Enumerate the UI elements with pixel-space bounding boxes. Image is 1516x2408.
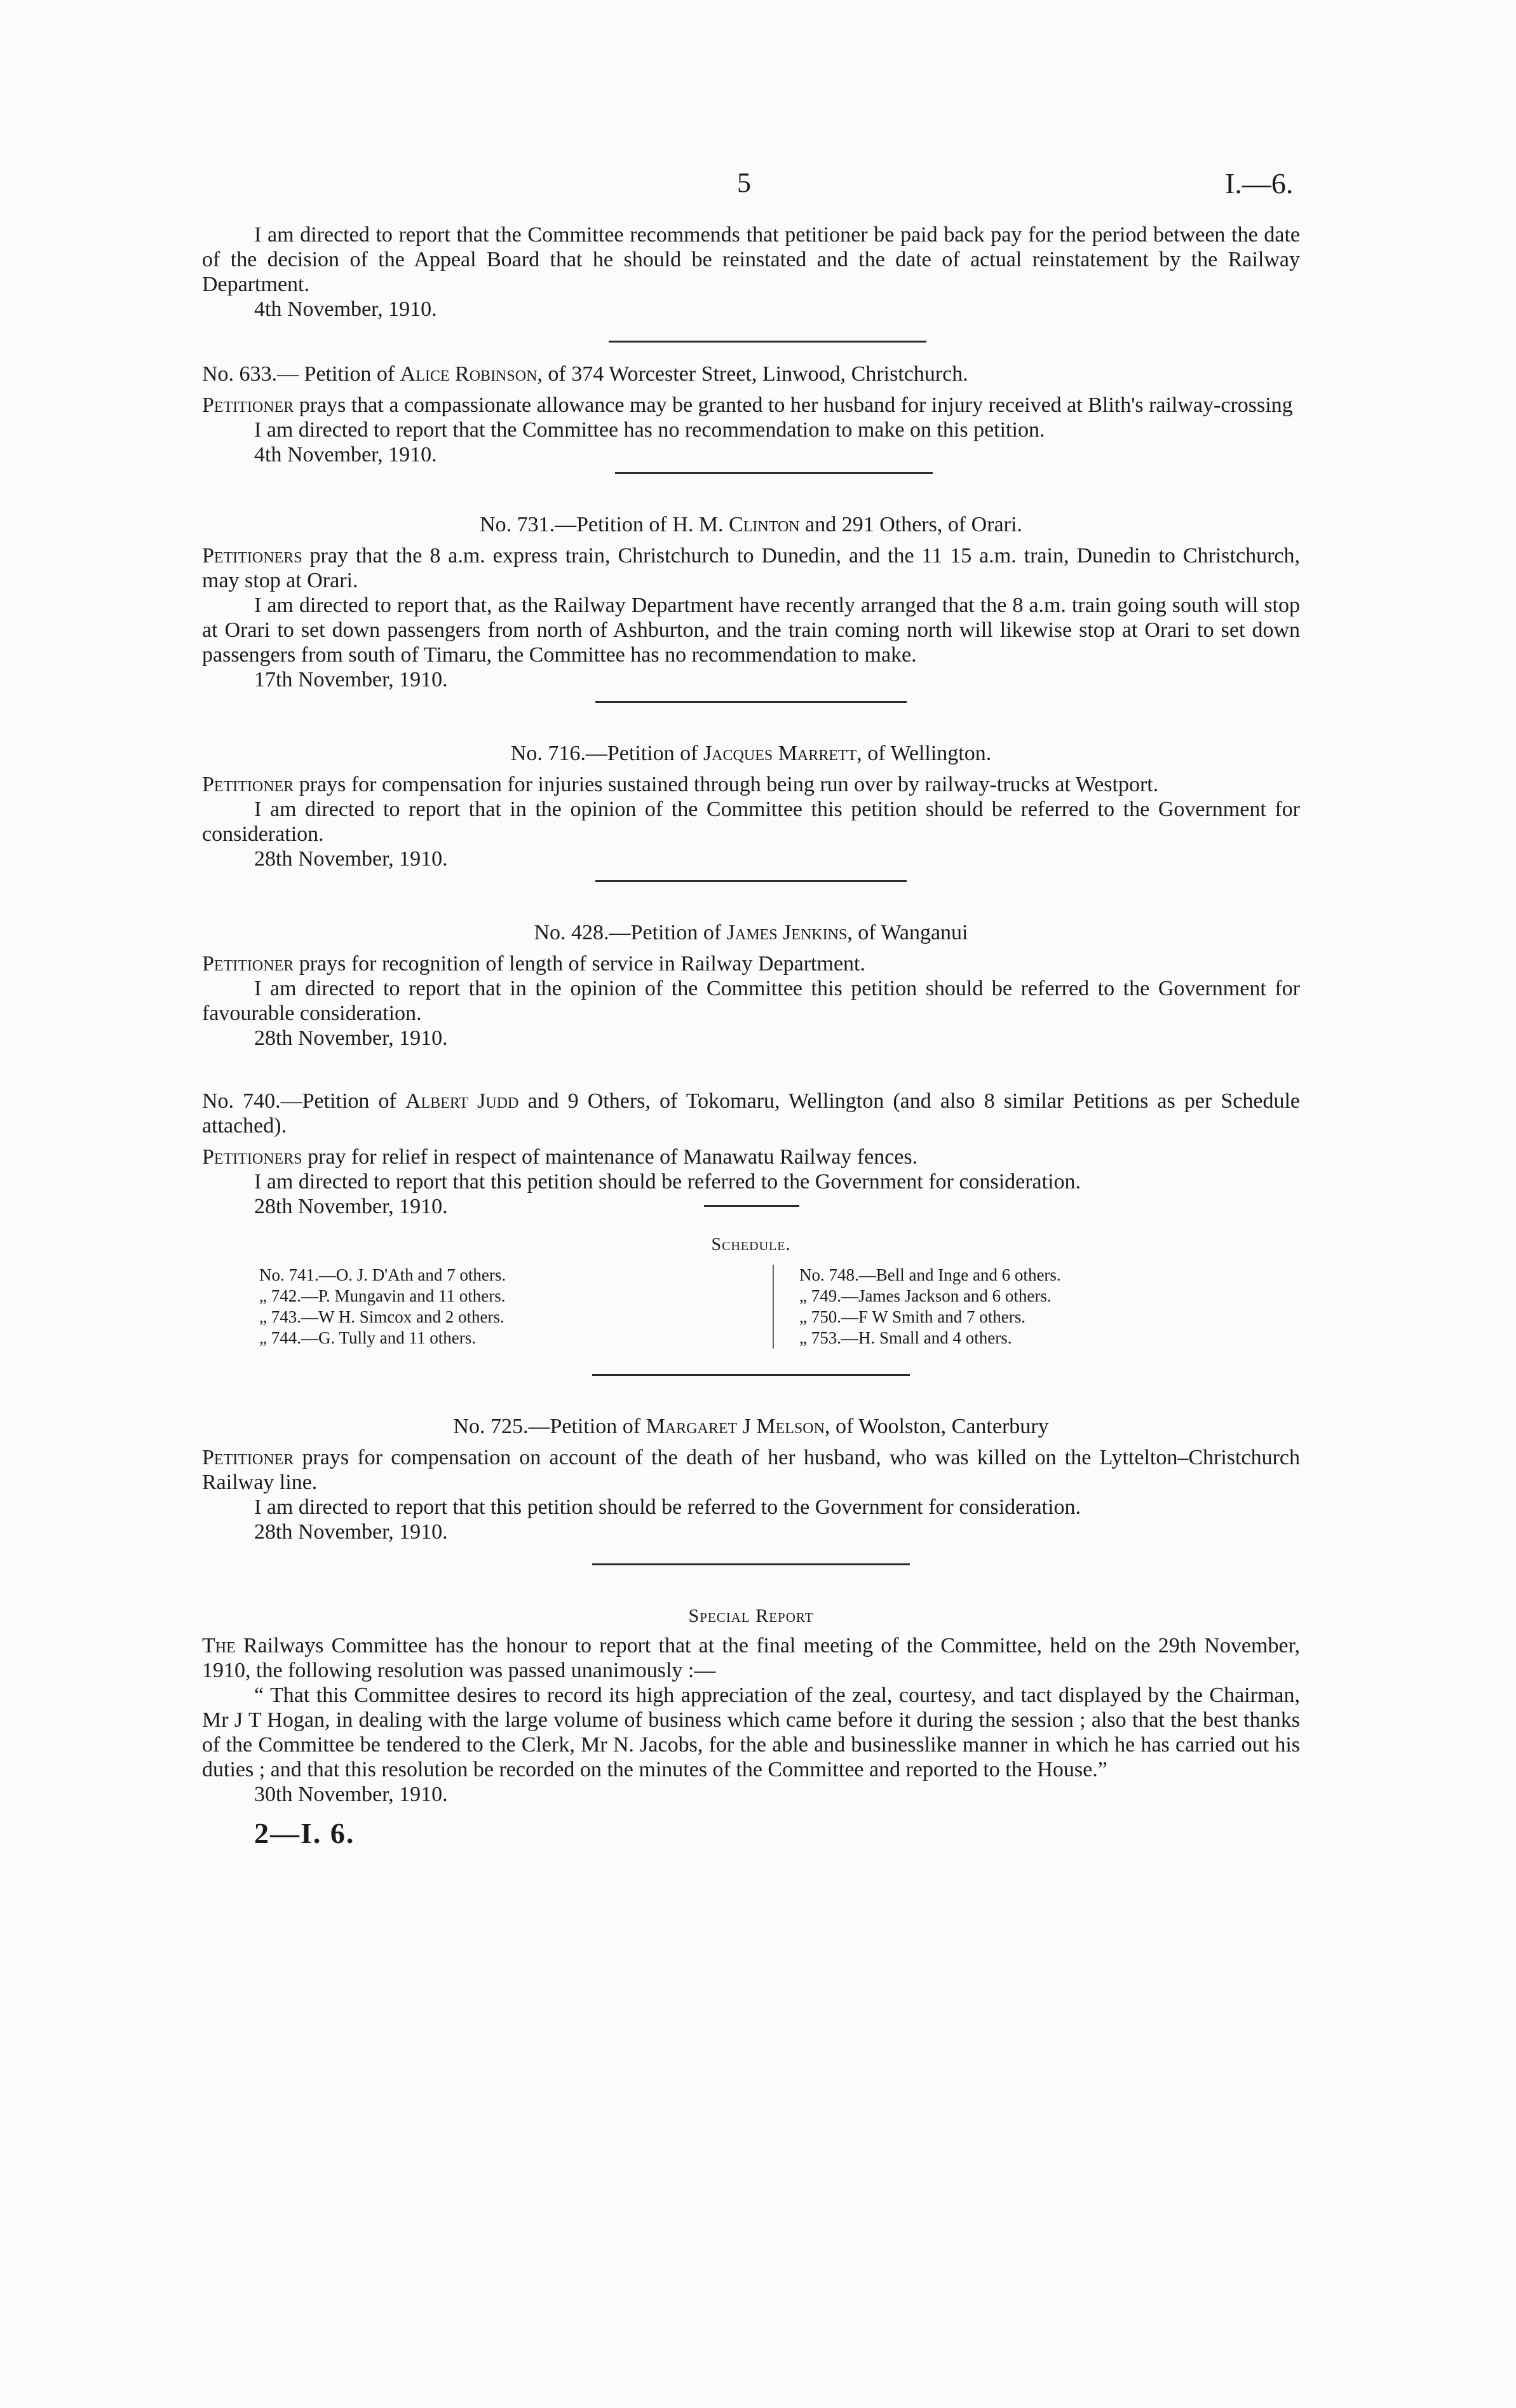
petition-prayer: Petitioner prays that a compassionate allowance may be granted to her husband for injury received at Blith's railway-crossing — [202, 393, 1293, 417]
petition-title: No. 725.—Petition of Margaret J Melson, of Woolston, Canterbury — [453, 1415, 1049, 1438]
petition-prayer: Petitioner prays for recognition of length of service in Railway Department. — [202, 952, 865, 976]
document-signature-ref: 2—I. 6. — [254, 1817, 355, 1849]
petition-date: 28th November, 1910. — [254, 1026, 448, 1050]
petition-title: No. 633.— Petition of Alice Robinson, of 374 Worcester Street, Linwood, Christchurch. — [202, 362, 968, 386]
page-number: 5 — [737, 167, 751, 198]
petitioner-name: Margaret J Melson, — [646, 1415, 830, 1438]
intro-report: I am directed to report that the Committee recommends that petitioner be paid back pay for the period between the date of the decision of the Appeal Board that he should be reinstated and the date of actual reinstatement by the Railway Department. — [202, 223, 1300, 296]
petition-date: 4th November, 1910. — [254, 443, 437, 466]
petition-title: No. 716.—Petition of Jacques Marrett, of Wellington. — [510, 742, 992, 765]
petition-prayer: Petitioner prays for compensation on account of the death of her husband, who was killed on the Lyttelton–Christchurch Railway line. — [202, 1446, 1300, 1494]
petition-725 — [202, 1414, 1300, 1544]
special-report-title: Special Report — [688, 1605, 814, 1626]
petition-report: I am directed to report that in the opinion of the Committee this petition should be referred to the Government for favourable consideration. — [202, 977, 1300, 1025]
special-report-intro: The Railways Committee has the honour to report that at the final meeting of the Committee, held on the 29th November, 1910, the following resolution was passed unanimously :— — [202, 1634, 1300, 1682]
schedule-entry: „ 742.—P. Mungavin and 11 others. — [259, 1286, 506, 1305]
petitioner-name: Jacques Marrett, — [703, 742, 862, 765]
petitioner-name: Albert Judd — [405, 1089, 519, 1113]
schedule-left-column — [202, 1265, 760, 1349]
petition-report: I am directed to report that this petition should be referred to the Government for consideration. — [254, 1170, 1081, 1194]
petition-report: I am directed to report that, as the Railway Department have recently arranged that the 8 a.m. train going south will stop at Orari to set down passengers from north of Ashburton, and the train coming north will likewise stop at Orari to set down passengers from south of Timaru, the Committee has no recommendation to make. — [202, 594, 1300, 667]
petition-title: No. 740.—Petition of Albert Judd and 9 Others, of Tokomaru, Wellington (and also 8 similar Petitions as per Schedule attached). — [202, 1089, 1300, 1138]
petition-740 — [202, 1089, 1300, 1219]
petition-date: 28th November, 1910. — [254, 1195, 448, 1218]
page-content — [202, 222, 1300, 1849]
schedule-table — [202, 1265, 1300, 1349]
schedule-entry: „ 744.—G. Tully and 11 others. — [259, 1328, 477, 1347]
petition-prayer: Petitioners pray for relief in respect of maintenance of Manawatu Railway fences. — [202, 1145, 918, 1169]
petition-731 — [202, 512, 1300, 692]
special-report — [202, 1603, 1300, 1807]
petition-date: 28th November, 1910. — [254, 1520, 448, 1544]
schedule-entry: „ 743.—W H. Simcox and 2 others. — [259, 1307, 504, 1326]
petition-date: 17th November, 1910. — [254, 668, 448, 691]
petition-prayer: Petitioner prays for compensation for injuries sustained through being run over by railway-trucks at Westport. — [202, 773, 1159, 796]
divider — [704, 1205, 799, 1207]
petition-prayer: Petitioners pray that the 8 a.m. express train, Christchurch to Dunedin, and the 11 15 a.m. train, Dunedin to Christchurch, may stop at Orari. — [202, 544, 1300, 592]
petition-title: No. 731.—Petition of H. M. Clinton and 291 Others, of Orari. — [480, 513, 1022, 536]
petitioner-name: James Jenkins, — [726, 921, 853, 944]
petitioner-name: Alice Robinson, — [400, 362, 543, 386]
schedule-title: Schedule. — [711, 1235, 791, 1255]
petition-title: No. 428.—Petition of James Jenkins, of Wanganui — [534, 921, 968, 944]
schedule-entry: No. 748.—Bell and Inge and 6 others. — [799, 1265, 1061, 1284]
schedule-entry: „ 753.—H. Small and 4 others. — [799, 1328, 1012, 1347]
petition-report: I am directed to report that in the opinion of the Committee this petition should be referred to the Government for consideration. — [202, 798, 1300, 846]
petition-report: I am directed to report that this petition should be referred to the Government for consideration. — [254, 1495, 1081, 1519]
schedule-entry: „ 750.—F W Smith and 7 others. — [799, 1307, 1025, 1326]
schedule-entry: No. 741.—O. J. D'Ath and 7 others. — [259, 1265, 506, 1284]
schedule-right-column — [773, 1265, 1300, 1349]
petition-date: 28th November, 1910. — [254, 847, 448, 871]
special-report-date: 30th November, 1910. — [254, 1783, 448, 1806]
petition-633 — [202, 362, 1300, 467]
document-reference: I.—6. — [1225, 167, 1294, 200]
schedule-entry: „ 749.—James Jackson and 6 others. — [799, 1286, 1052, 1305]
petition-report: I am directed to report that the Committee has no recommendation to make on this petition. — [254, 418, 1045, 442]
petition-716 — [202, 741, 1300, 871]
special-report-resolution: “ That this Committee desires to record its high appreciation of the zeal, courtesy, and tact displayed by the Chairman, Mr J T Hogan, in dealing with the large volume of business which came before it during the session ; also that the best thanks of the Committee be tendered to the Clerk, Mr N. Jacobs, for the able and businesslike manner in which he has carried out his duties ; and that this resolution be recorded on the minutes of the Committee and reported to the House.” — [202, 1684, 1300, 1781]
petition-428 — [202, 920, 1300, 1051]
intro-date: 4th November, 1910. — [254, 297, 437, 321]
petitioner-name: H. M. Clinton — [672, 513, 800, 536]
